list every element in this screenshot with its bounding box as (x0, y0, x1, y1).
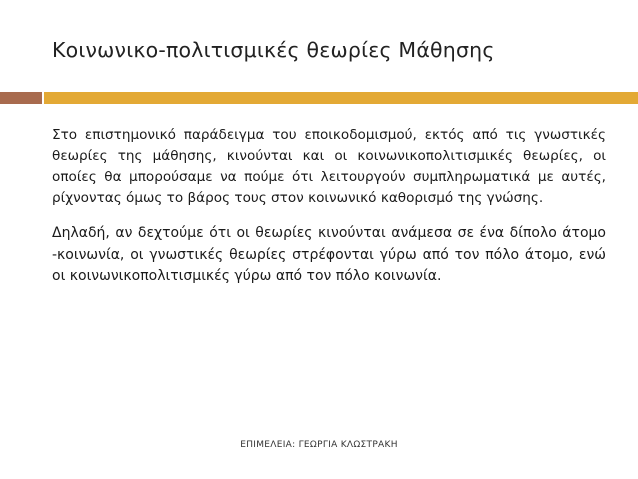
body-paragraph-2: Δηλαδή, αν δεχτούμε ότι οι θεωρίες κινούνται ανάμεσα σε ένα δίπολο άτομο -κοινωνία, οι γνωστικές θεωρίες στρέφονται γύρω από τον πόλο άτομο, ενώ οι κοινωνικοπολιτισμικές γύρω από τον πόλο κοινωνία. (52, 225, 606, 284)
accent-bar-right (44, 92, 638, 104)
slide-body (52, 125, 606, 288)
body-paragraph-1: Στο επιστημονικό παράδειγμα του εποικοδομισμού, εκτός από τις γνωστικές θεωρίες της μάθησης, κινούνται και οι κοινωνικοπολιτισμικές θεωρίες, οι οποίες θα μπορούσαμε να πούμε ότι λειτουργούν συμπληρωματικά με αυτές, ρίχνοντας όμως το βάρος τους στον κοινωνικό καθορισμό της γνώσης. (52, 127, 606, 206)
slide-footer: ΕΠΙΜΕΛΕΙΑ: ΓΕΩΡΓΙΑ ΚΛΩΣΤΡΑΚΗ (240, 440, 398, 450)
accent-bar-left (0, 92, 42, 104)
slide-title: Κοινωνικο-πολιτισμικές θεωρίες Μάθησης (52, 38, 495, 62)
